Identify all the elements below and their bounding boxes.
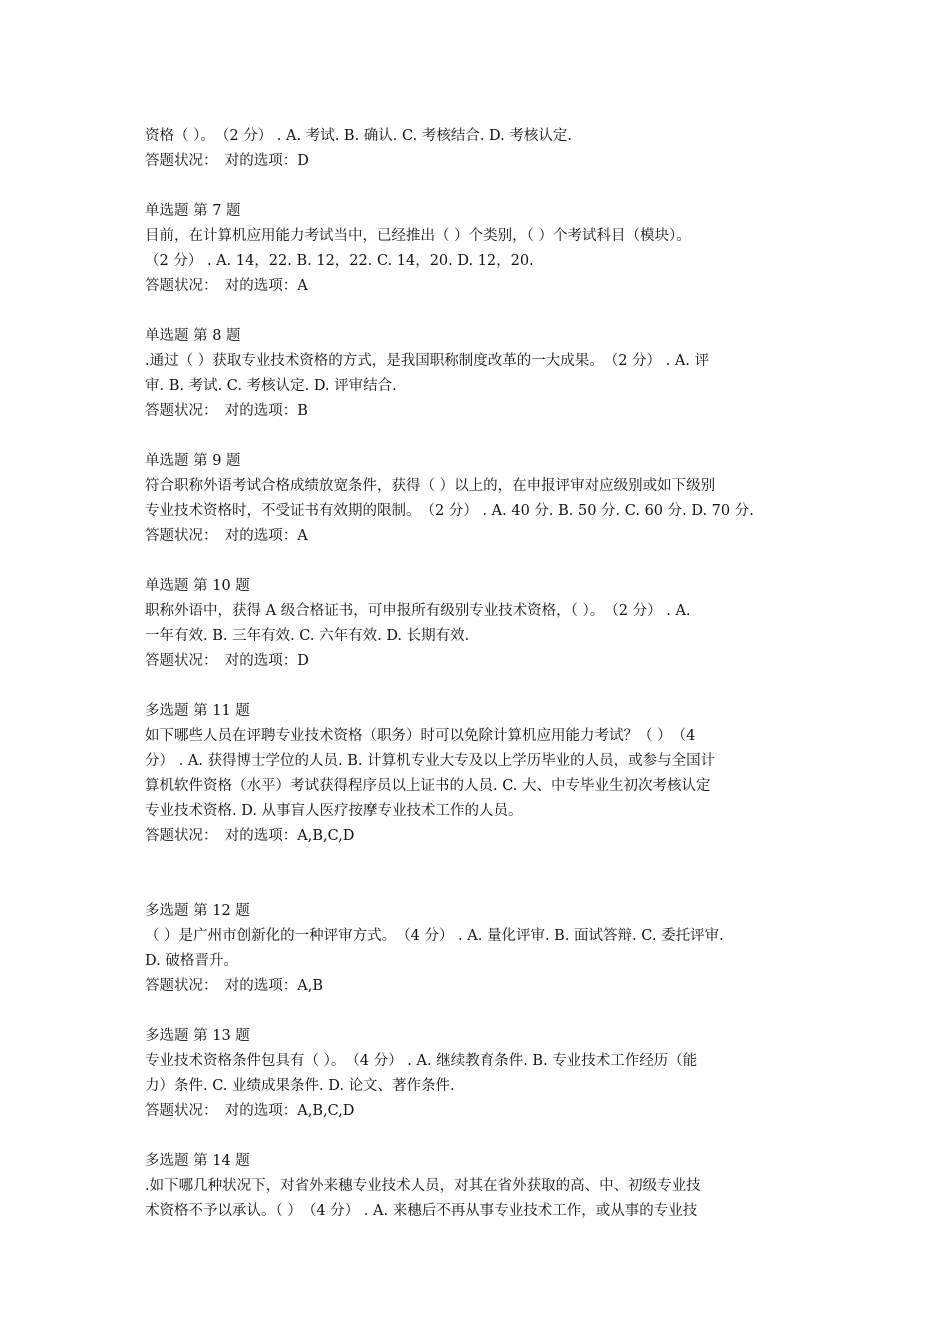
question-text-line: .如下哪几种状况下，对省外来穗专业技术人员，对其在省外获取的高、中、初级专业技 <box>145 1178 701 1194</box>
question-text-line: D. 破格晋升。 <box>145 953 238 969</box>
spacer <box>145 1124 810 1149</box>
question-header: 单选题 第 7 题 <box>145 203 241 219</box>
question-text-line: 算机软件资格（水平）考试获得程序员以上证书的人员. C. 大、中专毕业生初次考核认定 <box>145 778 711 794</box>
answer-status: 答题状况： 对的选项：A <box>145 528 308 544</box>
question-text-line: 专业技术资格条件包具有（ ）。 （4 分） . A. 继续教育条件. B. 专业技术工作经历（能 <box>145 1053 698 1069</box>
answer-status: 答题状况： 对的选项：A <box>145 278 308 294</box>
spacer <box>145 424 810 449</box>
question-header: 多选题 第 11 题 <box>145 703 250 719</box>
answer-status: 答题状况： 对的选项：A,B <box>145 978 323 994</box>
question-block-6 <box>145 124 810 174</box>
question-text-line: （ ）是广州市创新化的一种评审方式。 （4 分） . A. 量化评审. B. 面试答辩. C. 委托评审. <box>145 928 724 944</box>
spacer <box>145 299 810 324</box>
answer-status: 答题状况： 对的选项：D <box>145 653 309 669</box>
question-header: 单选题 第 9 题 <box>145 453 241 469</box>
question-text-line: 审. B. 考试. C. 考核认定. D. 评审结合. <box>145 378 397 394</box>
question-block-10 <box>145 574 810 674</box>
question-text-line: .通过（ ）获取专业技术资格的方式，是我国职称制度改革的一大成果。 （2 分） . A. 评 <box>145 353 710 369</box>
spacer <box>145 174 810 199</box>
document-content <box>145 124 810 1224</box>
spacer <box>145 549 810 574</box>
question-header: 多选题 第 13 题 <box>145 1028 250 1044</box>
question-text-line: （2 分） . A. 14，22. B. 12，22. C. 14，20. D. 12，20. <box>145 253 534 269</box>
question-block-7 <box>145 199 810 299</box>
spacer <box>145 674 810 699</box>
question-text-line: 目前，在计算机应用能力考试当中，已经推出（ ）个类别，（ ）个考试科目（模块）。 <box>145 228 691 244</box>
question-block-8 <box>145 324 810 424</box>
question-header: 多选题 第 14 题 <box>145 1153 250 1169</box>
question-text-line: 一年有效. B. 三年有效. C. 六年有效. D. 长期有效. <box>145 628 470 644</box>
question-text-line: 专业技术资格. D. 从事盲人医疗按摩专业技术工作的人员。 <box>145 803 523 819</box>
question-text-line: 力）条件. C. 业绩成果条件. D. 论文、著作条件. <box>145 1078 455 1094</box>
question-text-line: 资格（ ）。 （2 分） . A. 考试. B. 确认. C. 考核结合. D. 考核认定. <box>145 128 572 144</box>
question-text-line: 专业技术资格时，不受证书有效期的限制。 （2 分） . A. 40 分. B. 50 分. C. 60 分. D. 70 分. <box>145 503 754 519</box>
question-header: 单选题 第 8 题 <box>145 328 241 344</box>
answer-status: 答题状况： 对的选项：B <box>145 403 308 419</box>
question-block-11 <box>145 699 810 849</box>
answer-status: 答题状况： 对的选项：A,B,C,D <box>145 1103 355 1119</box>
answer-status: 答题状况： 对的选项：A,B,C,D <box>145 828 355 844</box>
answer-status: 答题状况： 对的选项：D <box>145 153 309 169</box>
question-block-12 <box>145 899 810 999</box>
question-text-line: 如下哪些人员在评聘专业技术资格（职务）时可以免除计算机应用能力考试？（ ） （4 <box>145 728 696 744</box>
question-header: 单选题 第 10 题 <box>145 578 250 594</box>
question-text-line: 分） . A. 获得博士学位的人员. B. 计算机专业大专及以上学历毕业的人员，或参与全国计 <box>145 753 716 769</box>
question-block-14 <box>145 1149 810 1224</box>
spacer <box>145 849 810 899</box>
question-text-line: 职称外语中，获得 A 级合格证书，可申报所有级别专业技术资格，（ ）。 （2 分） . A. <box>145 603 691 619</box>
question-block-9 <box>145 449 810 549</box>
question-header: 多选题 第 12 题 <box>145 903 250 919</box>
question-block-13 <box>145 1024 810 1124</box>
question-text-line: 术资格不予以承认。（ ） （4 分） . A. 来穗后不再从事专业技术工作，或从事的专业技 <box>145 1203 698 1219</box>
question-text-line: 符合职称外语考试合格成绩放宽条件，获得（ ）以上的，在申报评审对应级别或如下级别 <box>145 478 716 494</box>
spacer <box>145 999 810 1024</box>
